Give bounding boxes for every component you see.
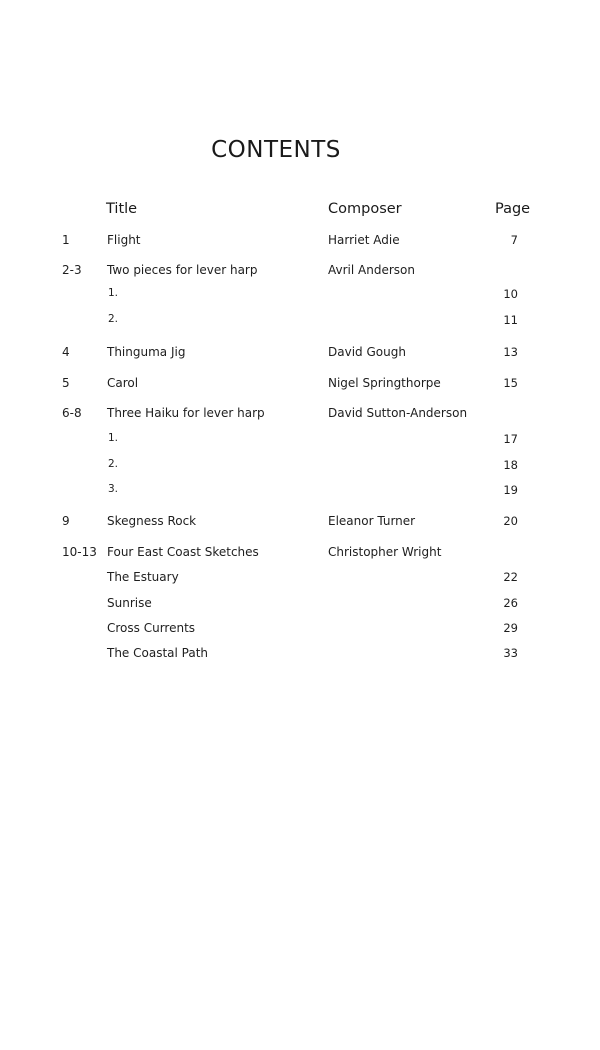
piece-title: 1. (108, 287, 119, 299)
page-number: 19 (503, 483, 518, 497)
composer-name: Harriet Adie (328, 233, 400, 247)
composer-name: Eleanor Turner (328, 514, 416, 528)
piece-title: Skegness Rock (107, 514, 197, 528)
page-number: 26 (503, 596, 518, 610)
table-row (0, 596, 600, 614)
piece-title: Sunrise (107, 596, 152, 610)
column-header-composer: Composer (328, 201, 402, 217)
page-number: 7 (510, 233, 518, 247)
page-number: 20 (503, 514, 518, 528)
composer-name: Nigel Springthorpe (328, 376, 441, 390)
page-number: 10 (503, 287, 518, 301)
page-number: 13 (503, 345, 518, 359)
page-title: CONTENTS (211, 137, 341, 163)
column-header-page: Page (495, 201, 531, 217)
page-number: 29 (503, 621, 518, 635)
piece-title: The Estuary (107, 570, 179, 584)
composer-name: Avril Anderson (328, 263, 415, 277)
table-row (0, 432, 600, 450)
table-row (0, 621, 600, 639)
piece-number: 9 (62, 514, 70, 528)
piece-title: The Coastal Path (107, 646, 209, 660)
piece-title: 2. (108, 458, 119, 470)
piece-number: 1 (62, 233, 70, 247)
piece-number: 4 (62, 345, 70, 359)
page-number: 18 (503, 458, 518, 472)
table-row (0, 406, 600, 424)
composer-name: Christopher Wright (328, 545, 442, 559)
piece-title: Thinguma Jig (107, 345, 186, 359)
piece-number: 5 (62, 376, 70, 390)
piece-title: 3. (108, 483, 119, 495)
piece-title: Cross Currents (107, 621, 196, 635)
column-header-title: Title (106, 201, 138, 217)
table-row (0, 646, 600, 664)
table-row (0, 345, 600, 363)
table-row (0, 570, 600, 588)
piece-title: Four East Coast Sketches (107, 545, 259, 559)
piece-title: Three Haiku for lever harp (107, 406, 265, 420)
page-number: 33 (503, 646, 518, 660)
piece-number: 6-8 (62, 406, 82, 420)
table-row (0, 376, 600, 394)
table-row (0, 313, 600, 331)
piece-title: Two pieces for lever harp (107, 263, 258, 277)
composer-name: David Sutton-Anderson (328, 406, 468, 420)
table-row (0, 514, 600, 532)
table-row (0, 233, 600, 251)
page-number: 15 (503, 376, 518, 390)
piece-number: 2-3 (62, 263, 82, 277)
composer-name: David Gough (328, 345, 406, 359)
piece-title: Carol (107, 376, 139, 390)
page-number: 11 (503, 313, 518, 327)
piece-title: 2. (108, 313, 119, 325)
piece-number: 10-13 (62, 545, 97, 559)
table-row (0, 483, 600, 501)
table-row (0, 287, 600, 305)
page-number: 22 (503, 570, 518, 584)
table-row (0, 545, 600, 563)
table-row (0, 263, 600, 281)
piece-title: Flight (107, 233, 141, 247)
page-number: 17 (503, 432, 518, 446)
piece-title: 1. (108, 432, 119, 444)
table-row (0, 458, 600, 476)
